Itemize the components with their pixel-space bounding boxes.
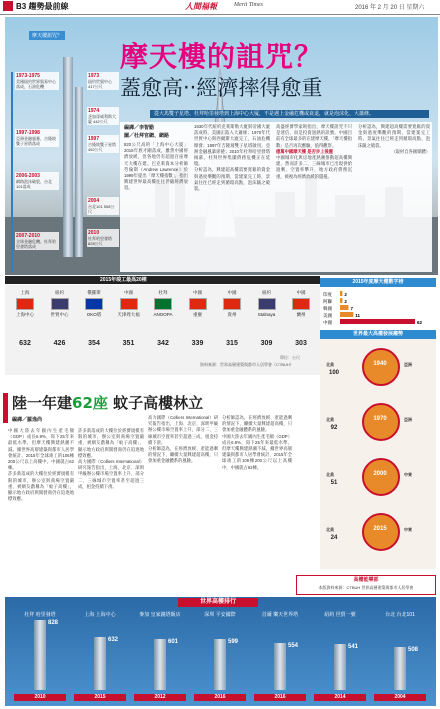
headline2-marker (3, 393, 8, 423)
tower-label: 1974 芝加哥威利斯大廈 442公尺 (87, 107, 119, 125)
country-column (181, 290, 215, 347)
skyline-building-name: 台北 台北101 (385, 612, 415, 618)
headline2: 陸一年建62座 蚊子高樓林立 (12, 394, 204, 412)
bubble-count: 24 (330, 535, 338, 541)
rank-bar (340, 319, 415, 324)
rank-label: 韓國 (323, 306, 332, 311)
article1-col2: 1930年代紐約克萊斯勒大廈與帝國大廈落成時，美國正陷入大蕭條；1970年代世貿中心與西爾斯大廈完工，石油危機爆發；1997年吉隆坡雙子星塔啟用，亞洲金融風暴席捲；2010年杜拜哈里發塔揭幕，杜拜世界集團債務危機正在延燒。 分析認為，興建超高樓需要寬鬆的資金與過度樂觀的預期，當建案完工時，景氣往往已經走到循環高點，泡沫隨之破裂。 (194, 124, 270, 192)
country-name: 中國 (227, 290, 237, 295)
country-column (43, 290, 77, 347)
tower-label: 1997 吉隆坡雙子星塔 452公尺 (87, 135, 119, 153)
timeline-item: 2006-2003 網路泡沫破裂、台北101落成 (15, 172, 59, 190)
bubble-box-title: 世界最大高樓發展趨勢 (320, 330, 436, 339)
skyline-tower (154, 639, 166, 690)
bubble-count: 100 (328, 370, 339, 376)
skyline-year: 2015 (74, 694, 126, 701)
bubble-year: 2000 (373, 471, 387, 477)
country-name: 中國 (193, 290, 202, 295)
rank-value: 62 (417, 320, 423, 325)
skyline-year: 2010 (14, 694, 66, 701)
country-column (77, 290, 111, 347)
skyline-year: 2012 (134, 694, 186, 701)
infobox-title: 高樓能樂部 (353, 577, 379, 583)
skyline-building-name: 深圳 平安國際 (204, 612, 236, 618)
bubble-region-left: 北美 (326, 472, 334, 477)
strip-source: 資料來源：世界高層建築與都市人居學會（CTBUH） (200, 362, 294, 367)
skyline-title: 世界高樓排行 (178, 598, 258, 607)
building-name: 貴州 (227, 312, 237, 317)
skyline-height: 632 (108, 637, 119, 643)
building-name: 世貿中心 (50, 312, 69, 317)
newspaper-logo: 人間福報 (185, 1, 217, 11)
rank-bar (340, 291, 342, 296)
building-name: Stalnaya (257, 312, 276, 317)
country-column (112, 290, 146, 347)
rank-value: 11 (355, 313, 361, 318)
rank-label: 阿聯 (323, 299, 332, 304)
building-name: 重慶 (193, 312, 202, 317)
country-name: 上海 (20, 290, 30, 295)
building-height: 315 (226, 340, 238, 347)
flag-icon (292, 298, 310, 310)
tower-label: 1973 紐約世貿中心 417公尺 (87, 72, 119, 90)
country-column (215, 290, 249, 347)
skyline-year: 2016 (254, 694, 306, 701)
country-column (250, 290, 284, 347)
bubble-year: 1970 (373, 416, 387, 422)
country-name: 俄羅斯 (87, 290, 101, 295)
bubble-year: 1940 (373, 361, 387, 367)
rank-bar (340, 298, 342, 303)
newspaper-logo-en: Merit Times (234, 2, 263, 8)
country-name: 杜拜 (158, 290, 168, 295)
article1-byline: 編譯／李智勤 圖／杜拜官網、網路 (124, 125, 170, 139)
timeline-item: 1973-1975 美國紐約世界貿易中心落成，石油危機 (15, 72, 59, 90)
building-height: 351 (122, 340, 135, 347)
article1-col1: 820公尺高的「上海中心大厦」2015年底才剛落成，雖然中國經濟放緩，但各地仍有超過百座摩天大樓在建。巴克萊資本分析師勞倫斯（Andrew Lawrence）於1999年提出「摩天樓指數」，指出興建世界最高樓往往伴隨經濟衰退。 (124, 142, 188, 191)
skyline-height: 828 (48, 620, 59, 626)
flag-icon (16, 298, 34, 310)
skyline-tower (34, 620, 46, 690)
article2-col4: 分析師認為，在經濟放緩、產能過剩的情況下，繼續大量興建超高樓，只會加重金融體系的風險。 中國大陸去年國內生產毛額（GDP）成長6.9%，寫下25年來最低水準，但摩天樓興建熱潮不減。據世界高層建築與都市人居學會統計，2015年全球竣工的106棟200公尺以上高樓中，中國就占62棟。 (222, 415, 292, 470)
building-name: ANOOPA (153, 312, 173, 317)
bubble-region-left: 北美 (326, 417, 334, 422)
building-height: 342 (157, 340, 169, 347)
building-height: 632 (19, 340, 31, 347)
building-height: 339 (191, 340, 204, 347)
strip-unit: 單位：公尺 (280, 355, 300, 360)
bubble-region-right: 亞洲 (404, 362, 412, 367)
flag-icon (120, 298, 138, 310)
rank-value: 2 (344, 292, 347, 297)
bubble-region-right: 亞洲 (404, 417, 412, 422)
skyline-year: 2016 (194, 694, 246, 701)
infobox-text: 本版資料來源：CTBUH 世界高層建築與都市人居學會 (318, 585, 414, 590)
article2-col2: 許多新落成的大樓位於經濟規模有限的城市，辦公室與商場空置嚴重，被網友戲稱為「蚊子高樓」，顯示地方政府與開發商仍在追逐地標效應。 高力國際（Colliers International）研究報告指出，上海、北京、深圳甲級辦公樓市場空置率上升，部分二、三線城市空置率甚至超過三成，租金持續下滑。 (78, 428, 144, 489)
timeline-rail (11, 72, 13, 272)
country-name: 紐約 (55, 290, 64, 295)
main-headline: 摩天樓的詛咒？ (120, 40, 324, 73)
rank-chart (320, 288, 436, 326)
rank-label: 印度 (323, 292, 332, 297)
bubble (362, 348, 400, 386)
skyline-height: 554 (288, 643, 299, 649)
article1-col4: 分析認為，興建超高樓需要寬鬆的資金與過度樂觀的預期，當建案完工時，景氣往往已經走到循環高點，泡沫隨之破裂。 （取材自各國媒體） (358, 124, 430, 154)
tower-illustration (75, 87, 83, 257)
flag-icon (51, 298, 69, 310)
country-name: 中國 (124, 290, 133, 295)
bubble-region-right: 中東 (404, 472, 412, 477)
article1-col3: 高盛經濟學家則指出，摩天樓詛咒不只是迷信，而是投資過熱的訊號。中國目前有全球最多的在建摩天樓，「摩天樓指數」是否再次應驗，值得觀察。 億萬中國摩天樓 是否步上後塵 中國城市化與房地產熱潮推動超高樓興建，然而許多二、三線城市已出現供給過剩，空置率攀升，地方政府債務沉重，被視為經濟放緩的隱憂。 (276, 124, 352, 179)
timeline-item: 1997-1998 亞洲金融風暴，吉隆坡雙子星塔落成 (15, 129, 59, 147)
infobox (296, 575, 436, 595)
bubble (362, 403, 400, 441)
building-height: 426 (53, 340, 66, 347)
bubble-region-left: 北美 (326, 362, 334, 367)
rank-bar (340, 312, 353, 317)
skyline-building-name: 紐約 世貿一號 (324, 612, 356, 618)
article2-byline: 編譯／羅逸尚 (12, 417, 43, 423)
skyline-year: 2004 (374, 694, 426, 701)
hero-tag: 摩天樓詛咒？ (29, 31, 65, 40)
section-label: B3 趨勢最前線 (16, 2, 69, 11)
rank-label: 中國 (323, 320, 332, 325)
building-name: OKO塔 (86, 312, 102, 317)
bubble-region-left: 北美 (326, 527, 334, 532)
flag-icon (258, 298, 276, 310)
country-column (146, 290, 180, 347)
building-height: 303 (295, 340, 307, 347)
strip-title: 2015年竣工最高20棟 (100, 277, 147, 283)
rank-box-title: 2015年度摩天樓數字榜 (320, 278, 436, 287)
skyline-year: 2014 (314, 694, 366, 701)
skyline-height: 601 (168, 639, 179, 645)
building-name: 蘭州 (296, 312, 306, 317)
country-column (8, 290, 42, 347)
bubble-region-right: 中東 (404, 527, 412, 532)
rank-value: 2 (344, 299, 347, 304)
skyline-building-name: 上海 上海中心 (84, 612, 116, 618)
skyline-building-name: 杜拜 哈里發塔 (24, 612, 56, 618)
tower-label: 2010 杜拜哈里發塔 828公尺 (87, 229, 119, 247)
article2-col1: 中國大陸去年國內生產毛額（GDP）成長6.9%，寫下25年來最低水準，但摩天樓興建熱潮不減。據世界高層建築與都市人居學會統計，2015年全球竣工的106棟200公尺以上高樓中，中國就占62棟。 許多新落成的大樓位於經濟規模有限的城市，辦公室與商場空置嚴重，被網友戲稱為「蚊子高樓」，顯示地方政府與開發商仍在追逐地標效應。 (8, 428, 74, 502)
flag-icon (85, 298, 103, 310)
rank-value: 7 (350, 306, 353, 311)
building-name: 上海中心 (16, 312, 34, 317)
timeline-item: 2007-2010 全球金融危機、杜拜哈里發塔落成 (15, 232, 59, 250)
skyline-tower (214, 639, 226, 690)
article1-subhead: 億萬中國摩天樓 是否步上後塵 (276, 148, 334, 154)
page-header (0, 0, 440, 15)
building-height: 309 (260, 340, 273, 347)
country-name: 紐約 (262, 290, 271, 295)
bubble-year: 2015 (373, 526, 387, 532)
article2-col3: 高力國際（Colliers International）研究報告指出，上海、北京、深圳甲級辦公樓市場空置率上升，部分二、三線城市空置率甚至超過三成，租金持續下滑。 分析師認為，在經濟放緩、產能過剩的情況下，繼續大量興建超高樓，只會加重金融體系的風險。 (148, 415, 218, 464)
skyline-tower (94, 637, 106, 690)
bubble-count: 51 (330, 480, 338, 486)
strip-title-bar (5, 276, 320, 284)
skyline-tower (394, 647, 406, 690)
flag-icon (154, 298, 172, 310)
skyline-tower (274, 643, 286, 690)
bubble-count: 92 (330, 425, 338, 431)
tower-illustration (63, 57, 73, 257)
main-subheadline: 蓋愈高‧‧經濟摔得愈重 (120, 76, 323, 100)
flag-icon (189, 298, 207, 310)
building-height: 354 (88, 340, 100, 347)
tower-label: 2004 台北101 508公尺 (87, 197, 119, 215)
section-marker (3, 1, 13, 11)
issue-date: 2016 年 2 月 20 日 星期六 (355, 5, 425, 11)
skyline-building-name: 麥加 皇家鐘塔飯店 (139, 612, 181, 618)
building-name: 天津周大福 (117, 312, 140, 317)
bubble (362, 513, 400, 551)
skyline-tower (334, 644, 346, 690)
skyline-building-name: 首爾 樂天世界塔 (261, 612, 299, 618)
skyline-height: 508 (408, 647, 419, 653)
skyline-height: 599 (228, 639, 239, 645)
country-name: 中國 (296, 290, 306, 295)
rank-bar (340, 305, 348, 310)
flag-icon (223, 298, 241, 310)
bubble (362, 458, 400, 496)
article-deck: 從大馬雙子星塔、杜拜哈里發塔到上海中心大厦，不是遇上金融危機或衰退，就是泡沫化、大蕭條。 (150, 110, 429, 118)
skyline-height: 541 (348, 644, 359, 650)
country-column (284, 290, 318, 347)
rank-label: 美國 (323, 313, 332, 318)
